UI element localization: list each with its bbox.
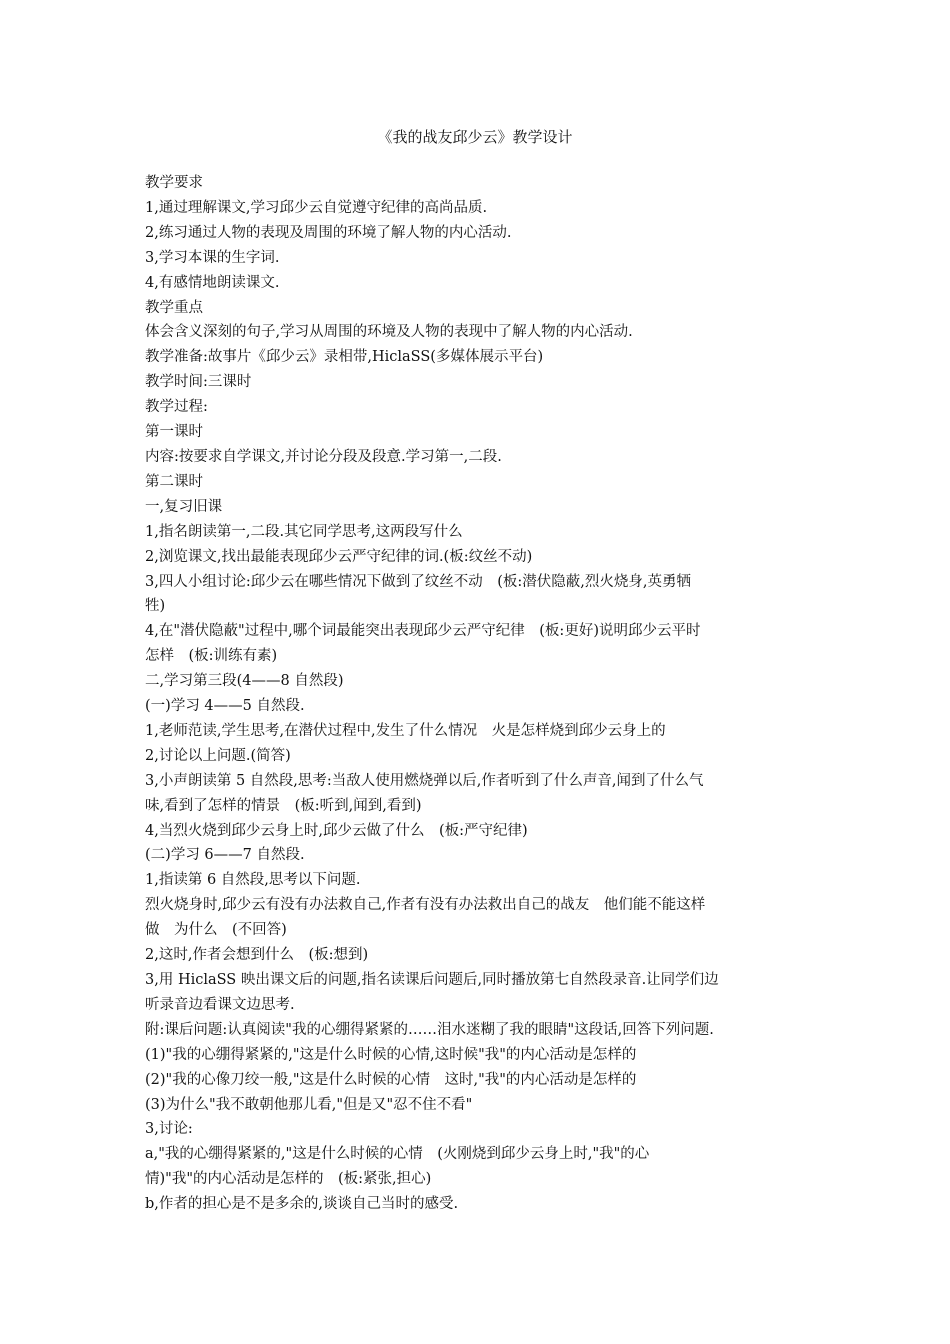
- text-line: 二,学习第三段(4——8 自然段): [145, 673, 344, 690]
- text-line: 3,讨论:: [145, 1121, 193, 1138]
- text-line: 听录音边看课文边思考.: [145, 996, 295, 1013]
- text-line: 1,指名朗读第一,二段.其它同学思考,这两段写什么: [145, 523, 463, 540]
- text-line: (3)为什么"我不敢朝他那儿看,"但是又"忍不住不看": [145, 1096, 473, 1113]
- text-line: 1,老师范读,学生思考,在潜伏过程中,发生了什么情况 火是怎样烧到邱少云身上的: [145, 722, 666, 739]
- text-line: (一)学习 4——5 自然段.: [145, 698, 305, 715]
- text-line: 2,浏览课文,找出最能表现邱少云严守纪律的词.(板:纹丝不动): [145, 548, 533, 565]
- document-body: [145, 171, 815, 1217]
- text-line: 1,通过理解课文,学习邱少云自觉遵守纪律的高尚品质.: [145, 199, 488, 216]
- text-line: 3,小声朗读第 5 自然段,思考:当敌人使用燃烧弹以后,作者听到了什么声音,闻到了什么气: [145, 772, 704, 789]
- text-line: 情)"我"的内心活动是怎样的 (板:紧张,担心): [145, 1171, 432, 1188]
- text-line: 味,看到了怎样的情景 (板:听到,闻到,看到): [145, 797, 422, 814]
- text-line: 做 为什么 (不回答): [145, 922, 287, 939]
- text-line: 教学时间:三课时: [145, 374, 252, 391]
- text-line: 教学过程:: [145, 399, 208, 416]
- text-line: 第二课时: [145, 473, 203, 490]
- text-line: 1,指读第 6 自然段,思考以下问题.: [145, 872, 361, 889]
- text-line: 4,有感情地朗读课文.: [145, 274, 280, 291]
- text-line: (二)学习 6——7 自然段.: [145, 847, 305, 864]
- text-line: 3,四人小组讨论:邱少云在哪些情况下做到了纹丝不动 (板:潜伏隐蔽,烈火烧身,英勇牺: [145, 573, 691, 590]
- text-line: 教学重点: [145, 299, 203, 316]
- text-line: 4,在"潜伏隐蔽"过程中,哪个词最能突出表现邱少云严守纪律 (板:更好)说明邱少云平时: [145, 623, 701, 640]
- text-line: 怎样 (板:训练有素): [145, 648, 278, 665]
- text-line: (1)"我的心绷得紧紧的,"这是什么时候的心情,这时候"我"的内心活动是怎样的: [145, 1046, 637, 1063]
- text-line: 附:课后问题:认真阅读"我的心绷得紧紧的……泪水迷糊了我的眼睛"这段话,回答下列问题.: [145, 1021, 714, 1038]
- text-line: 一,复习旧课: [145, 498, 223, 515]
- text-line: 体会含义深刻的句子,学习从周围的环境及人物的表现中了解人物的内心活动.: [145, 324, 633, 341]
- text-line: 3,用 HiclaSS 映出课文后的问题,指名读课后问题后,同时播放第七自然段录音.让同学们边: [145, 972, 719, 988]
- text-line: 内容:按要求自学课文,并讨论分段及段意.学习第一,二段.: [145, 448, 502, 465]
- text-line: 2,讨论以上问题.(简答): [145, 747, 291, 764]
- text-line: 4,当烈火烧到邱少云身上时,邱少云做了什么 (板:严守纪律): [145, 822, 528, 839]
- text-line: (2)"我的心像刀绞一般,"这是什么时候的心情 这时,"我"的内心活动是怎样的: [145, 1071, 637, 1088]
- text-line: 2,这时,作者会想到什么 (板:想到): [145, 947, 369, 964]
- document-title: 《我的战友邱少云》教学设计: [377, 128, 573, 146]
- text-line: 牲): [145, 598, 166, 615]
- text-line: a,"我的心绷得紧紧的,"这是什么时候的心情 (火刚烧到邱少云身上时,"我"的心: [145, 1146, 650, 1163]
- text-line: 3,学习本课的生字词.: [145, 249, 280, 266]
- text-line: b,作者的担心是不是多余的,谈谈自己当时的感受.: [145, 1196, 459, 1213]
- text-line: 2,练习通过人物的表现及周围的环境了解人物的内心活动.: [145, 224, 512, 241]
- text-line: 第一课时: [145, 424, 203, 441]
- text-line: 教学要求: [145, 175, 203, 191]
- text-line: 教学准备:故事片《邱少云》录相带,HiclaSS(多媒体展示平台): [145, 349, 544, 366]
- text-line: 烈火烧身时,邱少云有没有办法救自己,作者有没有办法救出自己的战友 他们能不能这样: [145, 897, 706, 914]
